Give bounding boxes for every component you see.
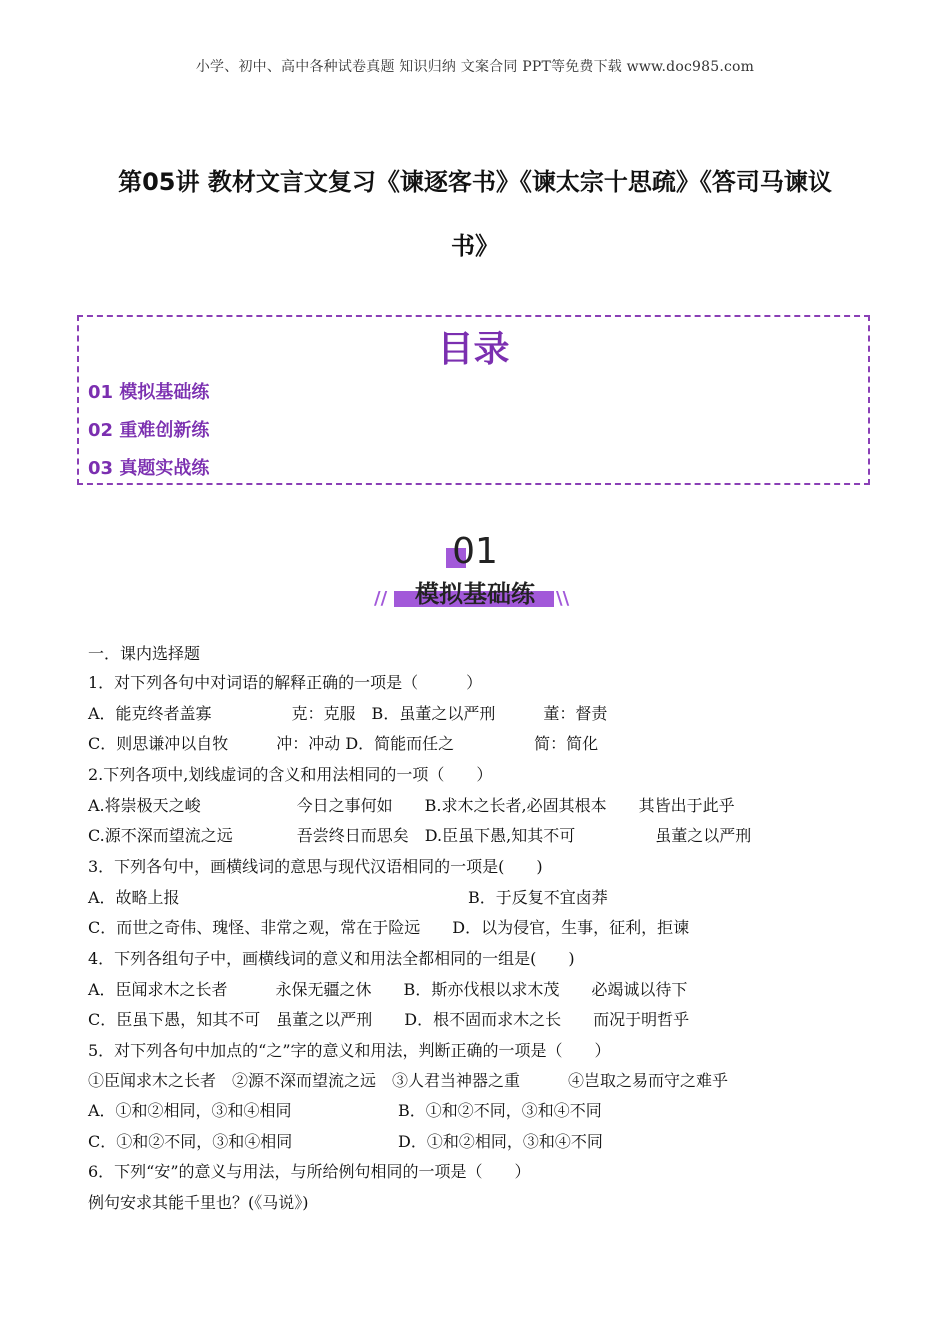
text-line: C．则思谦冲以自牧 冲：冲动 D．简能而任之 简：简化 [88,734,599,753]
text-line: 例句安求其能千里也？(《马说》) [88,1193,309,1212]
page-header: 小学、初中、高中各种试卷真题 知识归纳 文案合同 PPT等免费下载 www.doc985.com [195,59,755,75]
section-slash-left: // [374,588,388,609]
text-line: C.源不深而望流之远 吾尝终日而思矣 D.臣虽下愚,知其不可 虽董之以严刑 [88,826,752,845]
section-slash-right: \\ [556,588,570,609]
text-line: 5．对下列各句中加点的“之”字的意义和用法，判断正确的一项是（ ） [88,1041,611,1060]
text-line: ①臣闻求木之长者 ②源不深而望流之远 ③人君当神器之重 ④岂取之易而守之难乎 [88,1071,729,1090]
text-line: A.将崇极天之峻 今日之事何如 B.求木之长者,必固其根本 其皆出于此乎 [88,796,735,815]
text-line: A．故略上报 [88,888,180,907]
text-line: C．臣虽下愚，知其不可 虽董之以严刑 D．根不固而求木之长 而况于明哲乎 [88,1010,690,1029]
text-line: 1．对下列各句中对词语的解释正确的一项是（ ） [88,673,483,692]
toc-item-2[interactable]: 02 重难创新练 [88,420,210,441]
text-line: D．①和②相同，③和④不同 [398,1132,603,1151]
text-line: 3．下列各句中，画横线词的意思与现代汉语相同的一项是( ) [88,857,543,876]
text-line: A．臣闻求木之长者 永保无疆之休 B．斯亦伐根以求木茂 必竭诚以待下 [88,980,688,999]
toc-item-1[interactable]: 01 模拟基础练 [88,382,210,403]
document-title-line2: 书》 [451,232,499,260]
document-title-line1: 第05讲 教材文言文复习《谏逐客书》《谏太宗十思疏》《答司马谏议 [118,168,832,196]
text-line: 2.下列各项中,划线虚词的含义和用法相同的一项（ ） [88,765,493,784]
text-line: 一．课内选择题 [88,644,201,663]
text-line: C．而世之奇伟、瑰怪、非常之观，常在于险远 D．以为侵官，生事，征利，拒谏 [88,918,690,937]
text-line: 4．下列各组句子中，画横线词的意义和用法全都相同的一组是( ) [88,949,575,968]
toc-item-3[interactable]: 03 真题实战练 [88,458,210,479]
text-line: B．于反复不宜卤莽 [468,888,608,907]
text-line: C．①和②不同，③和④相同 [88,1132,293,1151]
text-line: A．能克终者盖寡 克：克服 B．虽董之以严刑 董：督责 [88,704,608,723]
text-line: A．①和②相同，③和④相同 [88,1101,292,1120]
section-title: 模拟基础练 [415,580,535,608]
toc-heading: 目录 [437,329,510,370]
text-line: B．①和②不同，③和④不同 [398,1101,602,1120]
section-number: 01 [452,531,498,572]
text-line: 6．下列“安”的意义与用法，与所给例句相同的一项是（ ） [88,1162,531,1181]
table-of-contents [77,315,870,485]
